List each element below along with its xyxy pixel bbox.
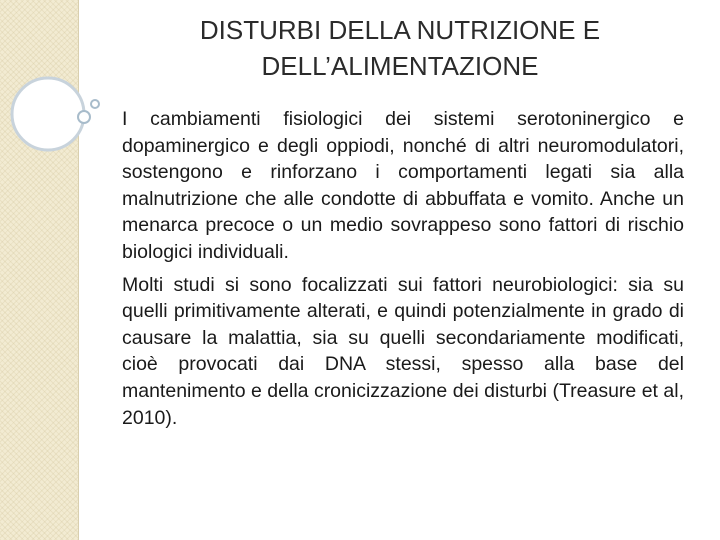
bullet-dot	[78, 111, 90, 123]
title-line-2: DELL’ALIMENTAZIONE	[261, 51, 539, 81]
slide-body	[122, 106, 684, 437]
slide-title	[130, 12, 670, 84]
large-ring	[12, 78, 84, 150]
title-line-1: DISTURBI DELLA NUTRIZIONE E	[199, 15, 601, 45]
paragraph-1: I cambiamenti fisiologici dei sistemi serotoninergico e dopaminergico e degli oppiodi, nonché di altri neuromodulatori, sostengono e rinforzano i comportamenti legati sia alla malnutrizione che alle condotte di abbuffata e vomito. Anche un menarca precoce o un medio sovrappeso sono fattori di rischio biologici individuali.	[122, 108, 684, 263]
decorative-circles	[0, 0, 140, 160]
paragraph-2: Molti studi si sono focalizzati sui fattori neurobiologici: sia su quelli primitivamente alterati, e quindi potenzialmente in grado di causare la malattia, sia su quelli secondariamente modificati, cioè provocati dai DNA stessi, spesso alla base del mantenimento e della cronicizzazione dei disturbi (Treasure et al, 2010).	[122, 273, 684, 429]
medium-ring	[91, 100, 99, 108]
